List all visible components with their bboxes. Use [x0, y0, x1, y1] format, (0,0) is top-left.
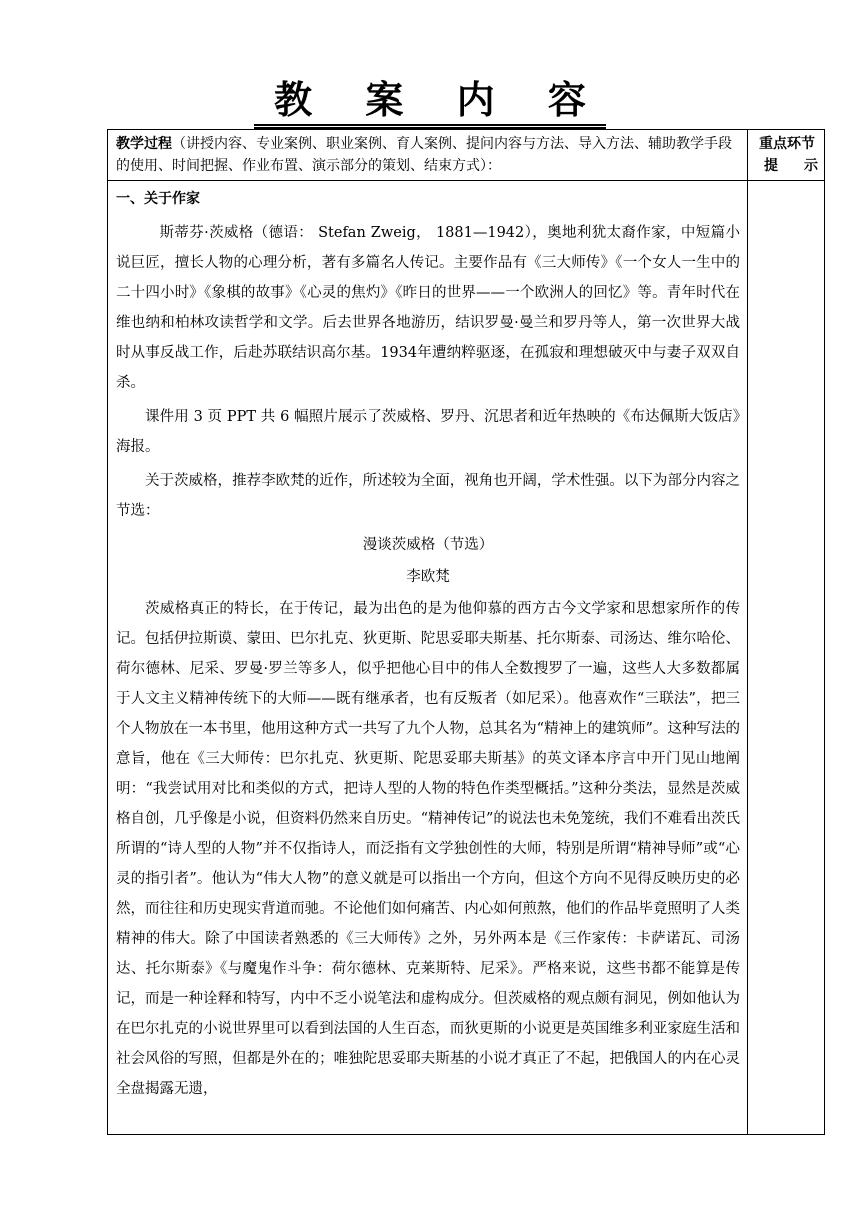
teaching-content [116, 184, 740, 1108]
key-points-sublabel [748, 155, 826, 177]
page-title-text: 教 案 内 容 [254, 78, 606, 129]
section-heading: 一、关于作家 [116, 191, 200, 207]
lesson-plan-table [107, 129, 825, 1135]
excerpt-author: 李欧梵 [406, 569, 450, 585]
key-points-sublabel-b: 示 [804, 158, 818, 174]
courseware-paragraph: 课件用 3 页 PPT 共 6 幅照片展示了茨威格、罗丹、沉思者和近年热映的《布达佩斯大饭店》海报。 [116, 409, 740, 455]
excerpt-title: 漫谈茨威格（节选） [362, 537, 494, 553]
key-points-label: 重点环节 [759, 136, 815, 152]
key-points-sublabel-a: 提 [764, 158, 778, 174]
key-points-header [748, 133, 826, 177]
excerpt-paragraph: 茨威格真正的特长，在于传记，最为出色的是为他仰慕的西方古今文学家和思想家所作的传记。包括伊拉斯谟、蒙田、巴尔扎克、狄更斯、陀思妥耶夫斯基、托尔斯泰、司汤达、维尔哈伦、荷尔德林、尼采、罗曼·罗兰等多人，似乎把他心目中的伟人全数搜罗了一遍，这些人大多数都属于人文主义精神传统下的大师——既有继承者，也有反叛者（如尼采）。他喜欢作“三联法”，把三个人物放在一本书里，他用这种方式一共写了九个人物，总其名为“精神上的建筑师”。这种写法的意旨，他在《三大师传：巴尔扎克、狄更斯、陀思妥耶夫斯基》的英文译本序言中开门见山地阐明：“我尝试用对比和类似的方式，把诗人型的人物的特色作类型概括。”这种分类法，显然是茨威格自创，几乎像是小说，但资料仍然来自历史。“精神传记”的说法也未免笼统，我们不难看出茨氏所谓的“诗人型的人物”并不仅指诗人，而泛指有文学独创性的大师，特别是所谓“精神导师”或“心灵的指引者”。他认为“伟大人物”的意义就是可以指出一个方向，但这个方向不见得反映历史的必然，而往往和历史现实背道而驰。不论他们如何痛苦、内心如何煎熬，他们的作品毕竟照明了人类精神的伟大。除了中国读者熟悉的《三大师传》之外，另外两本是《三作家传：卡萨诺瓦、司汤达、托尔斯泰》《与魔鬼作斗争：荷尔德林、克莱斯特、尼采》。严格来说，这些书都不能算是传记，而是一种诠释和特写，内中不乏小说笔法和虚构成分。但茨威格的观点颇有洞见，例如他认为在巴尔扎克的小说世界里可以看到法国的人生百态，而狄更斯的小说更是英国维多利亚家庭生活和社会风俗的写照，但都是外在的；唯独陀思妥耶夫斯基的小说才真正了不起，把俄国人的内在心灵全盘揭露无遗， [116, 601, 740, 1097]
author-bio-paragraph: 斯蒂芬·茨威格（德语： Stefan Zweig， 1881—1942），奥地利犹太裔作家，中短篇小说巨匠，擅长人物的心理分析，著有多篇名人传记。主要作品有《三大师传》《一个女人一生中的二十四小时》《象棋的故事》《心灵的焦灼》《昨日的世界——一个欧洲人的回忆》等。青年时代在维也纳和柏林攻读哲学和文学。后去世界各地游历，结识罗曼·曼兰和罗丹等人，第一次世界大战时从事反战工作，后赴苏联结识高尔基。1934年遭纳粹驱逐，在孤寂和理想破灭中与妻子双双自杀。 [116, 225, 740, 391]
header-row-divider [108, 180, 824, 181]
page-title [0, 78, 860, 129]
teaching-process-header [116, 133, 740, 177]
recommendation-paragraph: 关于茨威格，推荐李欧梵的近作，所述较为全面，视角也开阔，学术性强。以下为部分内容之节选： [116, 473, 740, 519]
column-divider [747, 130, 748, 1134]
teaching-process-description: （讲授内容、专业案例、职业案例、育人案例、提问内容与方法、导入方法、辅助教学手段的使用、时间把握、作业布置、演示部分的策划、结束方式）： [116, 136, 732, 174]
teaching-process-label: 教学过程 [116, 136, 172, 152]
